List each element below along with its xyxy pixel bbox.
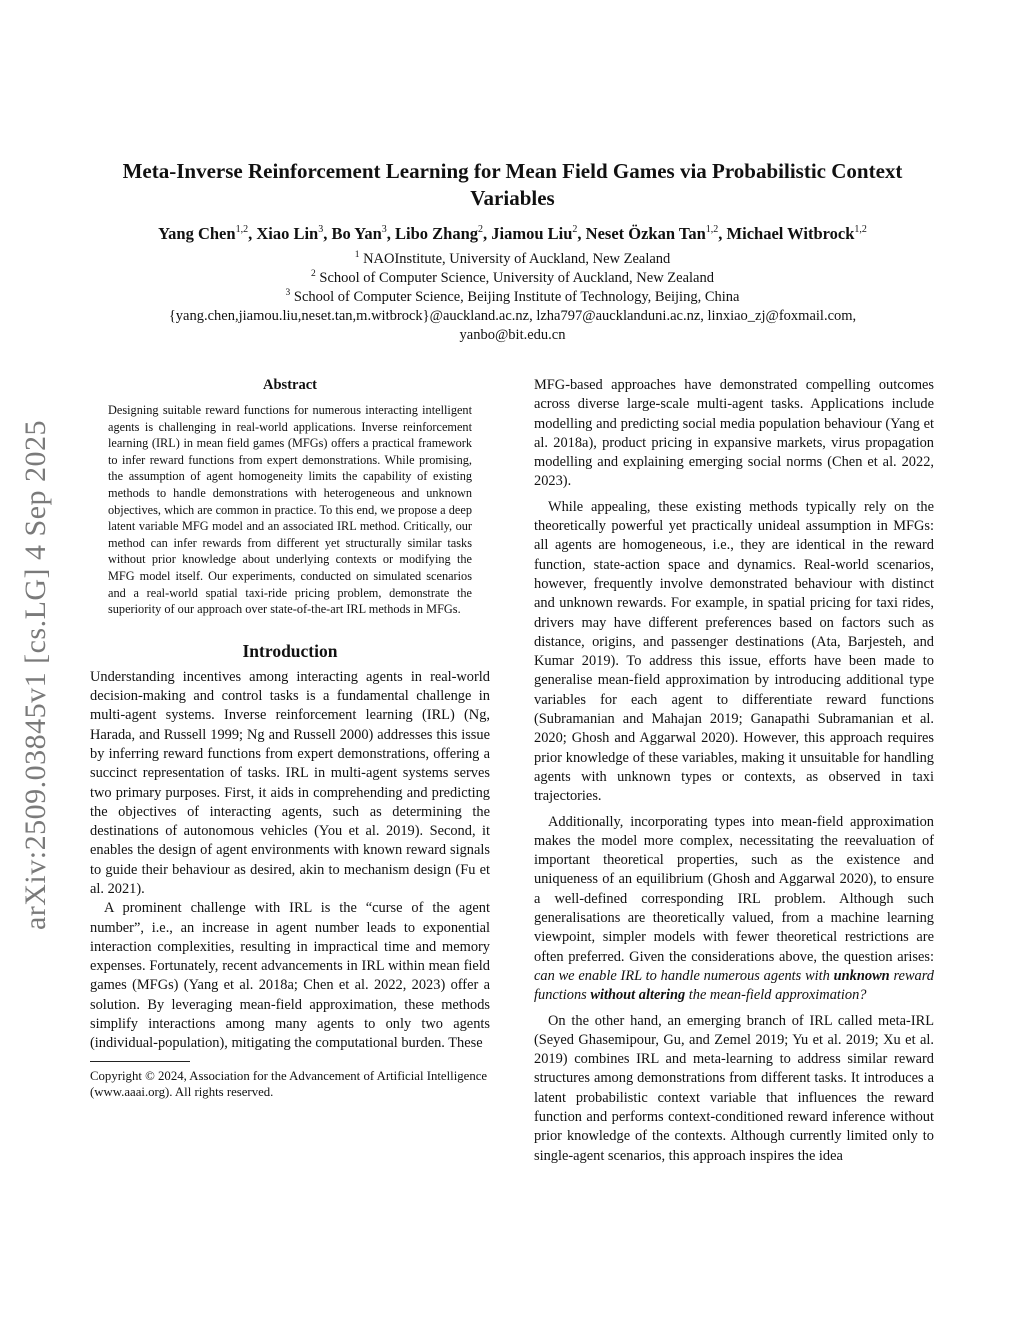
body-paragraph-question: Additionally, incorporating types into mean-field approximation makes the model more complex, necessitating the reevaluation of important theoretical properties, such as the existence and uniqueness of an equilibrium (Ghosh and Aggarwal 2020), to ensure a well-defined corresponding IRL problem. Although such generalisations are theoretically valued, from a machine learning viewpoint, simpler models with fewer theoretical restrictions are often preferred. Given the considerations above, the question arises: can we enable IRL to handle numerous agents with unknown reward functions without altering the mean-field approximation? <box>534 813 935 1004</box>
intro-paragraph: Understanding incentives among interacting agents in real-world decision-making and control tasks is a fundamental challenge in multi-agent systems. Inverse reinforcement learning (IRL) (Ng, Harada, and Russell 1999; Ng and Russell 2000) addresses this issue by inferring reward functions from expert demonstrations, offering a succinct representation of tasks. IRL in multi-agent systems serves two primary purposes. First, it aids in comprehending and predicting the objectives of interacting agents, such as determining the destinations of autonomous vehicles (You et al. 2019). Second, it enables the design of agent environments with known reward signals to guide their behaviour as desired, akin to mechanism design (Fu et al. 2021). <box>90 668 490 897</box>
author: Jiamou Liu$^2$ <box>491 224 578 243</box>
author: Xiao Lin$^3$ <box>256 224 324 243</box>
paper-title: Meta-Inverse Reinforcement Learning for Mean Field Games via Probabilistic Context Variables <box>122 159 903 210</box>
arxiv-identifier: arXiv:2509.03845v1 [cs.LG] 4 Sep 2025 <box>19 419 53 931</box>
affiliation-list <box>90 250 935 307</box>
paper-header <box>90 158 935 345</box>
body-paragraph: On the other hand, an emerging branch of IRL called meta-IRL (Seyed Ghasemipour, Gu, and Zemel 2019; Yu et al. 2019; Xu et al. 2019) combines IRL and meta-learning to address similar reward structures among demonstrations from different tasks. It introduces a latent probabilistic context variable that influences the reward function and performs context-conditioned reward inference without prior knowledge of the contexts. Although currently limited only to single-agent scenarios, this approach inspires the idea <box>534 1012 934 1164</box>
arxiv-side-label <box>6 380 66 970</box>
research-question: can we enable IRL to handle numerous agents with unknown reward functions without altering the mean-field approximation? <box>534 967 935 1004</box>
author: Bo Yan$^3$ <box>331 224 387 243</box>
author-list: Yang Chen$^{1,2}$, Xiao Lin$^3$, Bo Yan$^3$, Libo Zhang$^2$, Jiamou Liu$^2$, Neset Özkan Tan$^{1,2}$, Michael Witbrock$^{1,2}$ <box>158 224 867 243</box>
abstract-heading: Abstract <box>263 377 317 393</box>
copyright-notice: Copyright © 2024, Association for the Advancement of Artificial Intelligence (www.aaai.org). All rights reserved. <box>90 1068 488 1099</box>
body-paragraph: While appealing, these existing methods typically rely on the theoretically powerful yet practically unideal assumption in MFGs: all agents are homogeneous, i.e., they are identical in the reward function, state-action space and dynamics. Real-world scenarios, however, frequently involve demonstrated behaviour with distinct and unknown rewards. For example, in spatial pricing for taxi rides, drivers may have different preferences based on factors such as distance, origins, and passenger destinations (Ata, Barjesteh, and Kumar 2019). To address this issue, efforts have been made to generalise mean-field approximation by introducing additional type variables for each agent to differentiate reward functions (Subramanian and Mahajan 2019; Ganapathi Subramanian et al. 2020; Ghosh and Aggarwal 2020). However, this approach requires prior knowledge of these variables, making it unsuitable for handling agents with unknown types or contexts, as observed in taxi trajectories. <box>534 498 934 805</box>
abstract-text: Designing suitable reward functions for numerous interacting intelligent agents is challenging in real-world applications. Inverse reinforcement learning (IRL) in mean field games (MFGs) offers a practical framework to infer reward functions from expert demonstrations. While promising, the assumption of agent homogeneity limits the capability of existing methods to handle demonstrations with heterogeneous and unknown objectives, which are common in practice. To this end, we propose a deep latent variable MFG model and an associated IRL method. Critically, our method can infer rewards from different yet structurally similar tasks without prior knowledge about underlying contexts or modifying the MFG model itself. Our experiments, conducted on simulated scenarios and a real-world spatial taxi-ride pricing problem, demonstrate the superiority of our approach over state-of-the-art IRL methods in MFGs. <box>108 403 472 617</box>
footnote-rule <box>90 1061 190 1062</box>
author: Libo Zhang$^2$ <box>395 224 484 243</box>
author: Yang Chen$^{1,2}$ <box>158 224 249 243</box>
author: Michael Witbrock$^{1,2}$ <box>726 224 867 243</box>
body-paragraph: MFG-based approaches have demonstrated compelling outcomes across diverse large-scale multi-agent tasks. Applications include modelling and predicting social media population behaviour (Yang et al. 2018a), product pricing in expansive markets, virus propagation modelling and explaining emerging social norms (Chen et al. 2022, 2023). <box>534 377 934 490</box>
right-column <box>534 376 934 1166</box>
author: Neset Özkan Tan$^{1,2}$ <box>585 224 719 243</box>
affiliation: $^2$ School of Computer Science, University of Auckland, New Zealand <box>311 269 714 286</box>
left-column <box>90 376 490 1100</box>
email-list <box>90 307 935 345</box>
email-line: yanbo@bit.edu.cn <box>459 327 566 343</box>
introduction-heading: Introduction <box>242 640 338 661</box>
intro-paragraph: A prominent challenge with IRL is the “curse of the agent number”, i.e., an increase in agent number leads to exponential interaction complexities, resulting in impractical time and memory expenses. Fortunately, recent advancements in IRL within mean field games (MFGs) (Yang et al. 2018a; Chen et al. 2022, 2023) offer a solution. By leveraging mean-field approximation, these methods simplify interactions among many agents to only two agents (individual-population), mitigating the computational burden. These <box>90 900 490 1052</box>
email-line: {yang.chen,jiamou.liu,neset.tan,m.witbrock}@auckland.ac.nz, lzha797@aucklanduni.ac.nz, linxiao_zj@foxmail.com, <box>168 308 857 324</box>
affiliation: $^3$ School of Computer Science, Beijing Institute of Technology, Beijing, China <box>285 288 740 305</box>
affiliation: $^1$ NAOInstitute, University of Auckland, New Zealand <box>354 250 671 267</box>
